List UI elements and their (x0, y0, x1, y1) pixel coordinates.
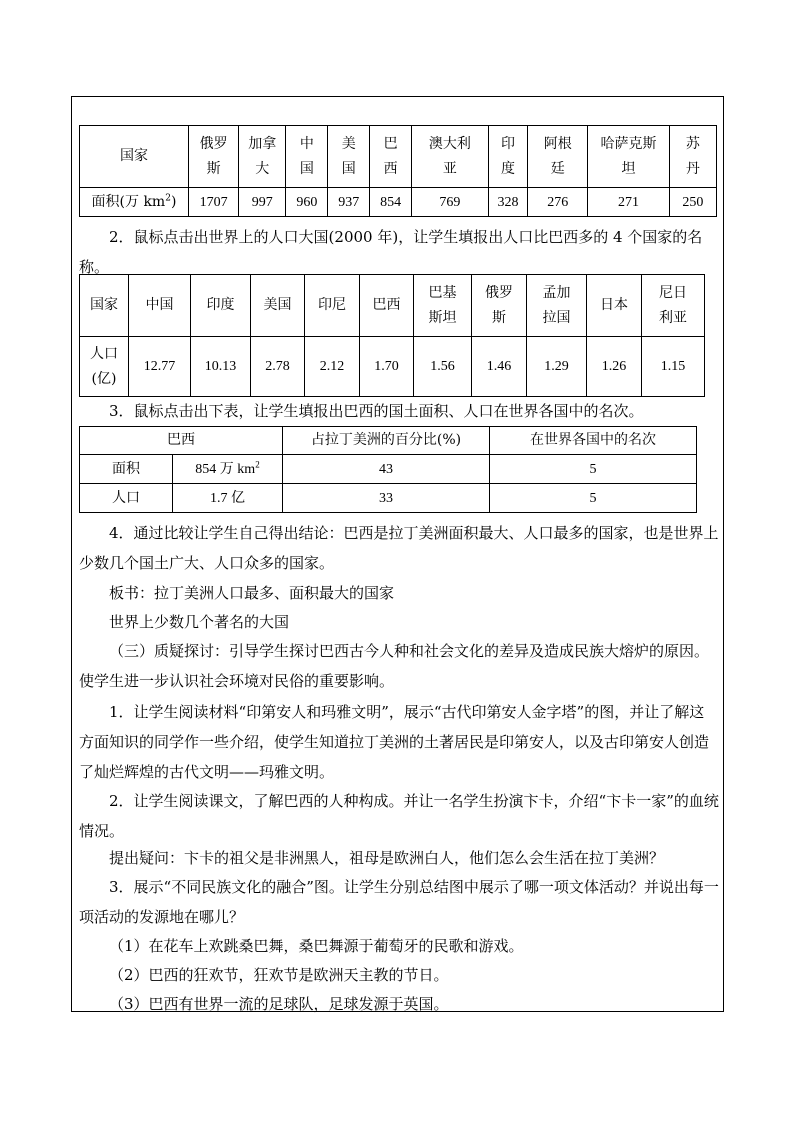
table-header: 苏丹 (669, 126, 716, 188)
table-cell: 1.56 (414, 337, 472, 397)
table-header: 日本 (587, 275, 642, 337)
table-row (80, 427, 697, 455)
table-header: 印度 (488, 126, 528, 188)
table-cell: 1.26 (587, 337, 642, 397)
table-cell: 12.77 (129, 337, 191, 397)
row-label: 面积 (80, 455, 173, 484)
table-cell: 1.7 亿 (173, 484, 283, 513)
table-cell: 2.78 (251, 337, 305, 397)
table-header: 美国 (251, 275, 305, 337)
table-header: 巴西 (360, 275, 414, 337)
table-header: 巴基斯坦 (414, 275, 472, 337)
table-cell: 276 (528, 188, 588, 217)
table-cell: 328 (488, 188, 528, 217)
paragraph-11: 3．展示“不同民族文化的融合”图。让学生分别总结图中展示了哪一项文体活动？并说出每一项活动的发源地在哪儿？ (79, 878, 719, 926)
paragraph-9: 2．让学生阅读课文，了解巴西的人种构成。并让一名学生扮演卞卡，介绍“卞卡一家”的血统情况。 (79, 792, 719, 840)
table-header: 印尼 (305, 275, 360, 337)
table-header: 在世界各国中的名次 (490, 427, 697, 455)
table-header: 占拉丁美洲的百分比(%) (283, 427, 490, 455)
paragraph-7: （三）质疑探讨：引导学生探讨巴西古今人种和社会文化的差异及造成民族大熔炉的原因。使学生进一步认识社会环境对民俗的重要影响。 (79, 642, 710, 690)
table-row (80, 455, 697, 484)
table-header: 巴西 (80, 427, 283, 455)
table-header: 孟加拉国 (527, 275, 587, 337)
table-header: 尼日利亚 (642, 275, 705, 337)
table-cell: 769 (412, 188, 488, 217)
paragraph-4: 4．通过比较让学生自己得出结论：巴西是拉丁美洲面积最大、人口最多的国家，也是世界上少数几个国土广大、人口众多的国家。 (79, 524, 719, 572)
paragraph-12: （1）在花车上欢跳桑巴舞，桑巴舞源于葡萄牙的民歌和游戏。 (109, 937, 524, 955)
table-cell: 997 (239, 188, 286, 217)
row-label: 人口(亿) (80, 337, 129, 397)
table-cell: 937 (328, 188, 370, 217)
table-cell: 1.29 (527, 337, 587, 397)
paragraph-3: 3．鼠标点击出下表，让学生填报出巴西的国土面积、人口在世界各国中的名次。 (109, 402, 644, 420)
table-cell: 250 (669, 188, 716, 217)
table-header: 中国 (129, 275, 191, 337)
table-cell: 1707 (188, 188, 238, 217)
paragraph-14: （3）巴西有世界一流的足球队，足球发源于英国。 (109, 995, 449, 1013)
table-header: 中国 (286, 126, 328, 188)
table-header: 巴西 (370, 126, 412, 188)
table-header: 美国 (328, 126, 370, 188)
table-cell: 5 (490, 455, 697, 484)
table-row (80, 126, 717, 188)
table-header: 国家 (80, 275, 129, 337)
paragraph-5: 板书：拉丁美洲人口最多、面积最大的国家 (109, 584, 395, 602)
area-table (79, 125, 717, 217)
table-row (80, 188, 717, 217)
table-cell: 33 (283, 484, 490, 513)
table-header: 印度 (191, 275, 251, 337)
table-cell: 1.15 (642, 337, 705, 397)
row-label: 人口 (80, 484, 173, 513)
table-cell: 2.12 (305, 337, 360, 397)
population-table (79, 274, 705, 397)
row-label: 面积(万 $km^2$) (80, 188, 189, 217)
table-row (80, 337, 705, 397)
table-header: 俄罗斯 (472, 275, 527, 337)
table-cell: 1.70 (360, 337, 414, 397)
table-header: 国家 (80, 126, 189, 188)
table-cell: 43 (283, 455, 490, 484)
paragraph-6: 世界上少数几个著名的大国 (109, 613, 290, 631)
table-cell: 854 (370, 188, 412, 217)
table-row (80, 484, 697, 513)
paragraph-13: （2）巴西的狂欢节，狂欢节是欧洲天主教的节日。 (109, 966, 449, 984)
brazil-rank-table (79, 426, 697, 513)
table-header: 俄罗斯 (188, 126, 238, 188)
table-header: 澳大利亚 (412, 126, 488, 188)
table-cell: 1.46 (472, 337, 527, 397)
table-cell: 10.13 (191, 337, 251, 397)
table-cell: 854 万 $km^2$ (173, 455, 283, 484)
table-header: 哈萨克斯坦 (588, 126, 670, 188)
table-header: 阿根廷 (528, 126, 588, 188)
table-cell: 271 (588, 188, 670, 217)
table-cell: 5 (490, 484, 697, 513)
table-cell: 960 (286, 188, 328, 217)
paragraph-2: 2．鼠标点击出世界上的人口大国(2000 年)，让学生填报出人口比巴西多的 4 个国家的名称。 (79, 228, 703, 276)
table-row (80, 275, 705, 337)
paragraph-8: 1．让学生阅读材料“印第安人和玛雅文明”，展示“古代印第安人金字塔”的图，并让了解这方面知识的同学作一些介绍，使学生知道拉丁美洲的土著居民是印第安人，以及古印第安人创造了灿烂辉煌的古代文明——玛雅文明。 (79, 703, 710, 781)
paragraph-10: 提出疑问：卞卡的祖父是非洲黑人，祖母是欧洲白人，他们怎么会生活在拉丁美洲？ (109, 849, 665, 867)
table-header: 加拿大 (239, 126, 286, 188)
